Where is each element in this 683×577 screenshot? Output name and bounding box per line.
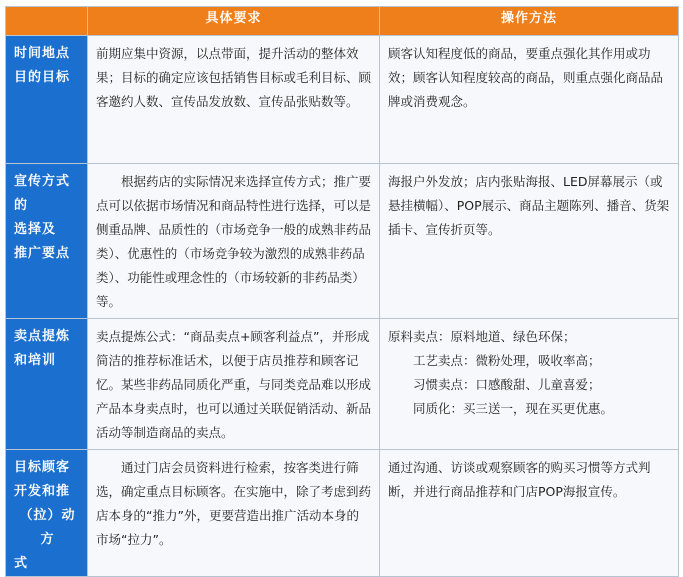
requirement-cell <box>88 450 380 577</box>
row-label-selling-points <box>6 319 88 450</box>
method-cell <box>380 319 679 450</box>
row-label-line: 宣传方式的 <box>14 174 71 213</box>
header-corner-cell <box>6 7 88 36</box>
method-cell <box>380 450 679 577</box>
table-row <box>6 36 679 164</box>
requirement-cell <box>88 319 380 450</box>
requirement-text: 根据药店的实际情况来选择宣传方式；推广要点可以依据市场情况和商品特性进行选择，可以是侧重品牌、品质性的（市场竞争一般的成熟非药品类）、优惠性的（市场竞争较为激烈的成熟非药品类）、功能性或理念性的（市场较新的非药品类）等。 <box>96 174 372 309</box>
method-text: 通过沟通、访谈或观察顾客的购买习惯等方式判断，并进行商品推荐和门店POP海报宣传。 <box>388 460 651 499</box>
method-line: 同质化：买三送一，现在买更优惠。 <box>413 401 614 416</box>
header-row <box>6 7 679 36</box>
header-method: 操作方法 <box>380 7 679 36</box>
row-label-publicity <box>6 164 88 319</box>
method-text: 顾客认知程度低的商品，要重点强化其作用或功效；顾客认知程度较高的商品，则重点强化商品品牌或消费观念。 <box>388 46 664 109</box>
row-label-line: （拉）动方 <box>19 508 76 547</box>
row-label-target-customers <box>6 450 88 577</box>
table-row <box>6 319 679 450</box>
table-row <box>6 450 679 577</box>
method-cell <box>380 164 679 319</box>
requirement-cell <box>88 164 380 319</box>
row-label-line: 目标顾客 <box>14 460 71 475</box>
requirement-text: 前期应集中资源，以点带面，提升活动的整体效果；目标的确定应该包括销售目标或毛利目标、顾客邀约人数、宣传品发放数、宣传品张贴数等。 <box>96 46 372 109</box>
method-line: 工艺卖点：微粉处理，吸收率高； <box>413 353 601 368</box>
row-label-line: 开发和推 <box>14 484 71 499</box>
method-cell <box>380 36 679 164</box>
method-line: 习惯卖点：口感酸甜、儿童喜爱； <box>413 377 601 392</box>
requirement-text: 卖点提炼公式：“商品卖点+顾客利益点”，并形成简洁的推荐标准话术，以便于店员推荐和顾客记忆。某些非药品同质化严重，与同类竞品难以形成产品本身卖点时，也可以通过关联促销活动、新品活动等制造商品的卖点。 <box>96 329 372 440</box>
row-label-line: 卖点提炼 <box>14 329 71 344</box>
table-row <box>6 164 679 319</box>
row-label-line: 时间地点 <box>14 46 71 61</box>
row-label-line: 推广要点 <box>14 246 71 261</box>
row-label-line: 式 <box>14 556 29 571</box>
row-label-line: 和培训 <box>14 353 57 368</box>
row-label-time-goal <box>6 36 88 164</box>
promotion-plan-table <box>5 6 679 577</box>
method-text: 海报户外发放；店内张贴海报、LED屏幕展示（或悬挂横幅）、POP展示、商品主题陈列、播音、货架插卡、宣传折页等。 <box>388 174 670 237</box>
requirement-text: 通过门店会员资料进行检索，按客类进行筛选，确定重点目标顾客。在实施中，除了考虑到药店本身的“推力”外，更要营造出推广活动本身的市场“拉力”。 <box>96 460 372 547</box>
method-line: 原料卖点：原料地道、绿色环保； <box>388 329 576 344</box>
row-label-line: 目的目标 <box>14 70 71 85</box>
header-requirement: 具体要求 <box>88 7 380 36</box>
row-label-line: 选择及 <box>14 222 57 237</box>
requirement-cell <box>88 36 380 164</box>
